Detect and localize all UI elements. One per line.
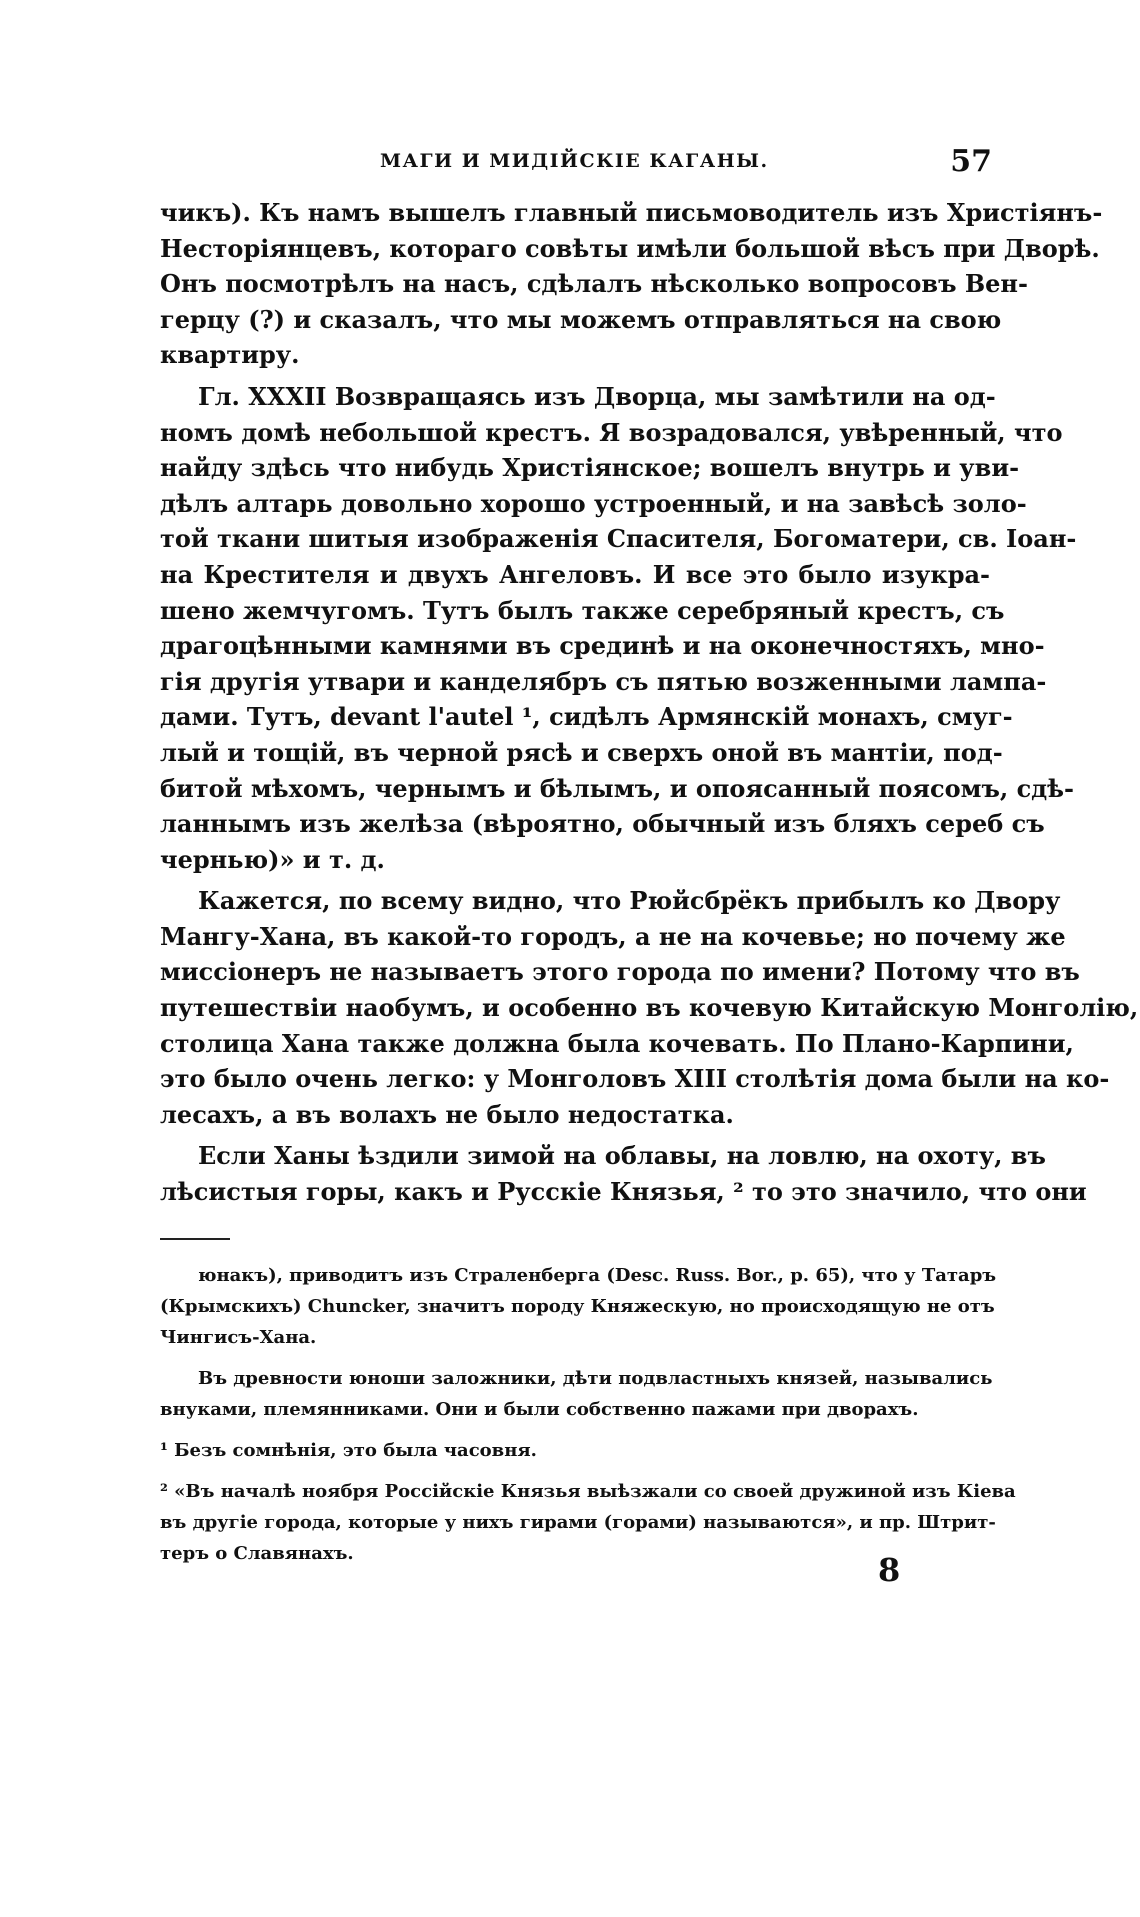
text-line: Если Ханы ѣздили зимой на облавы, на ловлю, на охоту, въ: [198, 1141, 1046, 1171]
text-line: на Крестителя и двухъ Ангеловъ. И все это было изукра-: [160, 559, 990, 589]
text-line: Мангу-Хана, въ какой-то городъ, а не на кочевье; но почему же: [160, 921, 1066, 951]
text-line: лесахъ, а въ волахъ не было недостатка.: [160, 1099, 734, 1129]
text-line: гія другія утвари и канделябръ съ пятью возженными лампа-: [160, 666, 1047, 696]
footnote-line: внуками, племянниками. Они и были собственно пажами при дворахъ.: [160, 1399, 919, 1420]
footnote-continued: [160, 1260, 997, 1353]
text-line: той ткани шитыя изображенія Спасителя, Богоматери, св. Іоан-: [160, 524, 1077, 554]
text-line: чикъ). Къ намъ вышелъ главный письмоводитель изъ Христіянъ-: [160, 198, 1103, 227]
page-header: [0, 144, 1140, 190]
paragraph-1: [160, 195, 1103, 373]
paragraph-4: [160, 1138, 1087, 1209]
footnote-line: Чингисъ-Хана.: [160, 1327, 317, 1348]
text-line: лый и тощій, въ черной рясѣ и сверхъ оной въ мантіи, под-: [160, 737, 1003, 767]
text-line: шено жемчугомъ. Тутъ былъ также серебряный крестъ, съ: [160, 595, 1005, 625]
text-line: Несторіянцевъ, котораго совѣты имѣли большой вѣсъ при Дворѣ.: [160, 233, 1100, 263]
footnote-line: ¹ Безъ сомнѣнія, это была часовня.: [160, 1440, 537, 1461]
footnote-line: юнакъ), приводитъ изъ Страленберга (Desc. Russ. Bor., p. 65), что у Татаръ: [198, 1265, 997, 1286]
footnote-2: [160, 1476, 1016, 1569]
footnote-line: Въ древности юноши заложники, дѣти подвластныхъ князей, назывались: [198, 1368, 993, 1389]
footnote-line: въ другіе города, которые у нихъ гирами (горами) называются», и пр. Штрит-: [160, 1512, 996, 1533]
text-line: дѣлъ алтарь довольно хорошо устроенный, и на завѣсѣ золо-: [160, 488, 1027, 518]
text-line: герцу (?) и сказалъ, что мы можемъ отправляться на свою: [160, 304, 1002, 334]
footnote-paragraph: [160, 1363, 993, 1425]
text-line: драгоцѣнными камнями въ срединѣ и на оконечностяхъ, мно-: [160, 631, 1045, 661]
footnote-line: ² «Въ началѣ ноября Россійскіе Князья выѣзжали со своей дружиной изъ Кіева: [160, 1481, 1016, 1502]
footnote-line: теръ о Славянахъ.: [160, 1543, 354, 1564]
text-line: квартиру.: [160, 340, 300, 370]
text-line: дами. Тутъ, devant l'autel ¹, сидѣлъ Армянскій монахъ, смуг-: [160, 702, 1013, 732]
text-line: это было очень легко: у Монголовъ XIII столѣтія дома были на ко-: [160, 1064, 1110, 1094]
footnote-line: (Крымскихъ) Chuncker, значитъ породу Княжескую, но происходящую не отъ: [160, 1296, 995, 1317]
footnote-separator: [160, 1238, 230, 1240]
text-line: столица Хана также должна была кочевать. По Плано-Карпини,: [160, 1028, 1074, 1058]
text-line: Онъ посмотрѣлъ на насъ, сдѣлалъ нѣсколько вопросовъ Вен-: [160, 269, 1028, 299]
main-text: [160, 195, 1139, 1216]
text-line: битой мѣхомъ, чернымъ и бѣлымъ, и опоясанный поясомъ, сдѣ-: [160, 773, 1075, 803]
footnotes: [160, 1260, 1016, 1579]
text-line: Кажется, по всему видно, что Рюйсбрёкъ прибылъ ко Двору: [198, 886, 1061, 916]
text-line: найду здѣсь что нибудь Христіянское; вошелъ внутрь и уви-: [160, 453, 1020, 483]
footnote-1: [160, 1435, 990, 1466]
paragraph-2: [160, 379, 1077, 877]
text-line: миссіонеръ не называетъ этого города по имени? Потому что въ: [160, 957, 1080, 987]
text-line: чернью)» и т. д.: [160, 844, 385, 874]
page-number: 57: [950, 144, 992, 179]
text-line: путешествіи наобумъ, и особенно въ кочевую Китайскую Монголію,: [160, 993, 1139, 1023]
text-line: номъ домѣ небольшой крестъ. Я возрадовался, увѣренный, что: [160, 417, 1063, 447]
printer-signature-mark: 8: [878, 1551, 901, 1589]
text-line: Гл. XXXII Возвращаясь изъ Дворца, мы замѣтили на од-: [198, 381, 996, 411]
text-line: лѣсистыя горы, какъ и Русскіе Князья, ² то это значило, что они: [160, 1177, 1087, 1207]
text-line: ланнымъ изъ желѣза (вѣроятно, обычный изъ бляхъ сереб съ: [160, 809, 1045, 839]
running-head: МАГИ И МИДІЙСКІЕ КАГАНЫ.: [380, 150, 769, 172]
paragraph-3: [160, 883, 1139, 1132]
